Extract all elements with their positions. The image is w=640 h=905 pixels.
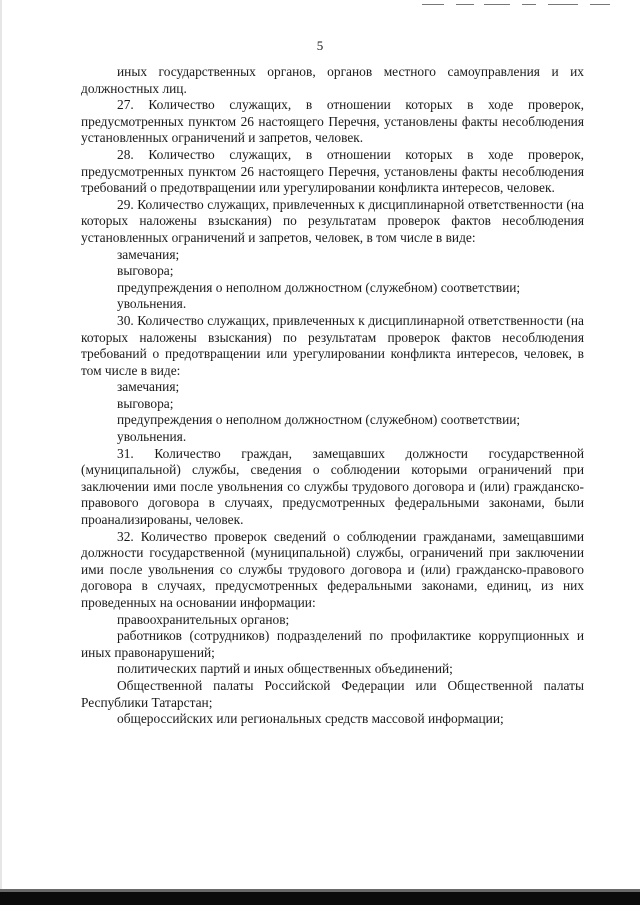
- paragraph: 27. Количество служащих, в отношении которых в ходе проверок, предусмотренных пунктом 26 настоящего Перечня, установлены факты несоблюдения установленных ограничений и запретов, человек.: [81, 97, 584, 146]
- list-item: выговора;: [117, 395, 174, 411]
- paragraph: 30. Количество служащих, привлеченных к дисциплинарной ответственности (на которых наложены взыскания) по результатам проверок фактов несоблюдения требований о предотвращении или урегулировании конфликта интересов, человек, в том числе в виде:: [81, 312, 584, 378]
- paragraph: 32. Количество проверок сведений о соблюдении гражданами, замещавшими должности государственной (муниципальной) службы, ограничений при заключении ими после увольнения со службы трудового договора и (или) гражданско-правового договора в случаях, предусмотренных федеральными законами, единиц, из них проведенных на основании информации:: [81, 528, 584, 610]
- list-item: предупреждения о неполном должностном (служебном) соответствии;: [117, 279, 521, 295]
- document-body: [81, 64, 584, 728]
- scan-left-edge: [0, 0, 2, 905]
- list-item: политических партий и иных общественных объединений;: [117, 661, 453, 677]
- list-item: правоохранительных органов;: [117, 611, 290, 627]
- list-item: замечания;: [117, 379, 180, 395]
- paragraph: работников (сотрудников) подразделений по профилактике коррупционных и иных правонарушений;: [81, 628, 584, 660]
- scan-bottom-edge: [0, 889, 640, 905]
- paragraph: 31. Количество граждан, замещавших должности государственной (муниципальной) службы, сведения о соблюдении которыми ограничений при заключении ими после увольнения со службы трудового договора и (или) гражданско-правового договора в случаях, предусмотренных федеральными законами, были проанализированы, человек.: [81, 445, 584, 528]
- paragraph: 29. Количество служащих, привлеченных к дисциплинарной ответственности (на которых наложены взыскания) по результатам проверок фактов несоблюдения установленных ограничений и запретов, человек, в том числе в виде:: [81, 196, 584, 245]
- paragraph: иных государственных органов, органов местного самоуправления и их должностных лиц.: [81, 64, 584, 96]
- list-item: выговора;: [117, 263, 174, 279]
- list-item: замечания;: [117, 246, 180, 262]
- paragraph: Общественной палаты Российской Федерации или Общественной палаты Республики Татарстан;: [81, 677, 584, 710]
- list-item: общероссийских или региональных средств массовой информации;: [117, 711, 504, 727]
- list-item: увольнения.: [117, 429, 187, 445]
- paragraph: 28. Количество служащих, в отношении которых в ходе проверок, предусмотренных пунктом 26 настоящего Перечня, установлены факты несоблюдения требований о предотвращении или урегулировании конфликта интересов, человек.: [81, 146, 584, 196]
- page-number: 5: [316, 38, 324, 53]
- scan-top-marks: [422, 4, 622, 6]
- list-item: увольнения.: [117, 296, 187, 312]
- list-item: предупреждения о неполном должностном (служебном) соответствии;: [117, 412, 521, 428]
